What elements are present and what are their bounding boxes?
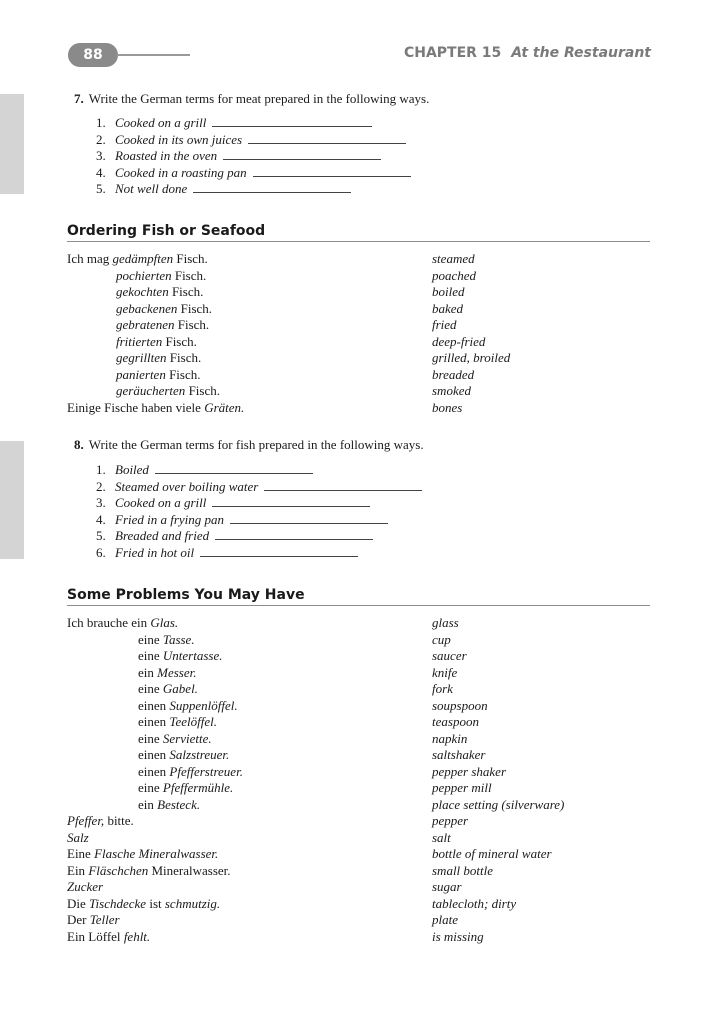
vocab-row	[67, 350, 650, 367]
german-term: einen Teelöffel.	[138, 714, 217, 729]
german-term: einen Salzstreuer.	[138, 747, 230, 762]
german-term: eine Pfeffermühle.	[138, 780, 234, 795]
vocab-row	[67, 317, 650, 334]
chapter-title: At the Restaurant	[511, 45, 651, 61]
english-term: napkin	[432, 730, 468, 746]
vocab-row	[67, 797, 650, 814]
answer-blank[interactable]	[212, 116, 372, 127]
answer-blank[interactable]	[248, 133, 406, 144]
exercise-prompt: Breaded and fried	[115, 528, 210, 543]
answer-blank[interactable]	[253, 166, 411, 177]
english-term: glass	[432, 615, 459, 630]
german-term: eine Serviette.	[138, 730, 212, 746]
answer-blank[interactable]	[264, 480, 422, 491]
english-term: poached	[432, 267, 477, 283]
english-term: cup	[432, 631, 451, 647]
exercise-item: 2. Steamed over boiling water	[96, 479, 422, 496]
side-thumb-tab	[0, 94, 24, 194]
vocab-row	[67, 367, 650, 384]
english-term: bottle of mineral water	[432, 846, 552, 861]
side-thumb-tab	[0, 441, 24, 559]
exercise-8-list	[96, 462, 422, 561]
exercise-prompt: Roasted in the oven	[115, 148, 218, 163]
exercise-item: 5. Breaded and fried	[96, 528, 422, 545]
exercise-item: 1. Cooked on a grill	[96, 115, 411, 132]
answer-blank[interactable]	[215, 529, 373, 540]
german-term: Ein Löffel fehlt.	[67, 928, 151, 944]
english-term: smoked	[432, 383, 471, 398]
english-term: breaded	[432, 366, 475, 382]
vocab-row	[67, 698, 650, 715]
vocab-row	[67, 714, 650, 731]
english-term: fork	[432, 681, 453, 696]
german-term: eine Gabel.	[138, 681, 198, 696]
vocab-row	[67, 632, 650, 649]
vocab-row	[67, 813, 650, 830]
exercise-item: 5. Not well done	[96, 181, 411, 198]
english-term: place setting (silverware)	[432, 796, 565, 812]
vocab-row	[67, 665, 650, 682]
exercise-prompt: Cooked in a roasting pan	[115, 164, 247, 180]
german-term: Ein Fläschchen Mineralwasser.	[67, 862, 231, 878]
english-term: pepper	[432, 813, 469, 828]
english-term: soupspoon	[432, 697, 488, 713]
german-term: Eine Flasche Mineralwasser.	[67, 846, 219, 861]
exercise-prompt: Cooked on a grill	[115, 495, 207, 510]
german-term: Ich mag gedämpften Fisch.	[67, 251, 208, 266]
english-term: saltshaker	[432, 747, 486, 762]
exercise-item: 2. Cooked in its own juices	[96, 132, 411, 149]
english-term: small bottle	[432, 862, 494, 878]
german-term: gegrillten Fisch.	[116, 350, 202, 365]
exercise-item: 4. Cooked in a roasting pan	[96, 165, 411, 182]
chapter-heading	[404, 45, 651, 61]
exercise-prompt: Fried in hot oil	[115, 544, 195, 560]
exercise-prompt: Steamed over boiling water	[115, 478, 259, 494]
german-term: Die Tischdecke ist schmutzig.	[67, 895, 221, 911]
german-term: panierten Fisch.	[116, 366, 201, 382]
german-term: Salz	[67, 829, 89, 845]
exercise-text: Write the German terms for fish prepared in the following ways.	[88, 437, 424, 452]
exercise-prompt: Not well done	[115, 181, 188, 196]
english-term: steamed	[432, 251, 475, 266]
english-term: bones	[432, 399, 463, 415]
vocab-row	[67, 268, 650, 285]
exercise-7-list	[96, 115, 411, 198]
english-term: saucer	[432, 648, 467, 663]
vocab-row	[67, 912, 650, 929]
page-number-badge: 88	[68, 43, 118, 67]
chapter-label: CHAPTER 15	[403, 45, 502, 61]
answer-blank[interactable]	[200, 546, 358, 557]
german-term: einen Pfefferstreuer.	[138, 763, 243, 779]
german-term: fritierten Fisch.	[116, 333, 197, 349]
vocab-row	[67, 731, 650, 748]
vocab-row	[67, 896, 650, 913]
answer-blank[interactable]	[155, 463, 313, 474]
english-term: salt	[432, 829, 451, 845]
vocab-row	[67, 764, 650, 781]
vocab-row	[67, 334, 650, 351]
german-term: Zucker	[67, 879, 104, 894]
vocab-row	[67, 846, 650, 863]
english-term: deep-fried	[432, 333, 486, 349]
exercise-text: Write the German terms for meat prepared in the following ways.	[88, 91, 430, 106]
exercise-7-instruction	[74, 91, 429, 107]
vocab-row	[67, 648, 650, 665]
english-term: knife	[432, 664, 458, 680]
german-term: pochierten Fisch.	[116, 267, 207, 283]
english-term: pepper shaker	[432, 763, 507, 779]
section-heading-problems: Some Problems You May Have	[67, 587, 650, 606]
exercise-item: 3. Cooked on a grill	[96, 495, 422, 512]
german-term: eine Tasse.	[138, 631, 195, 647]
vocab-row	[67, 383, 650, 400]
english-term: grilled, broiled	[432, 350, 511, 365]
german-term: Ich brauche ein Glas.	[67, 615, 179, 630]
english-term: tablecloth; dirty	[432, 895, 517, 911]
vocab-row	[67, 830, 650, 847]
exercise-prompt: Cooked in its own juices	[115, 131, 243, 147]
section-heading-fish: Ordering Fish or Seafood	[67, 223, 650, 242]
exercise-item: 1. Boiled	[96, 462, 422, 479]
exercise-item: 4. Fried in a frying pan	[96, 512, 422, 529]
english-term: plate	[432, 912, 458, 927]
exercise-prompt: Fried in a frying pan	[115, 511, 225, 527]
exercise-item: 6. Fried in hot oil	[96, 545, 422, 562]
exercise-8-instruction	[74, 437, 424, 453]
vocab-row	[67, 251, 650, 268]
vocab-row	[67, 615, 650, 632]
vocab-row	[67, 301, 650, 318]
exercise-number: 8.	[74, 437, 84, 452]
vocab-row	[67, 681, 650, 698]
german-term: einen Suppenlöffel.	[138, 697, 238, 713]
vocab-table-fish	[67, 251, 650, 416]
vocab-row	[67, 284, 650, 301]
english-term: pepper mill	[432, 780, 492, 795]
german-term: Einige Fische haben viele Gräten.	[67, 399, 245, 415]
german-term: Pfeffer, bitte.	[67, 813, 134, 828]
exercise-prompt: Cooked on a grill	[115, 115, 207, 130]
german-term: gebratenen Fisch.	[116, 317, 210, 332]
vocab-row	[67, 400, 650, 417]
german-term: ein Besteck.	[138, 796, 201, 812]
vocab-row	[67, 863, 650, 880]
answer-blank[interactable]	[193, 182, 351, 193]
exercise-number: 7.	[74, 91, 84, 106]
vocab-row	[67, 780, 650, 797]
english-term: baked	[432, 300, 464, 316]
vocab-table-problems	[67, 615, 650, 945]
answer-blank[interactable]	[230, 513, 388, 524]
exercise-item: 3. Roasted in the oven	[96, 148, 411, 165]
english-term: sugar	[432, 879, 462, 894]
english-term: teaspoon	[432, 714, 479, 729]
german-term: Der Teller	[67, 912, 120, 927]
exercise-prompt: Boiled	[115, 462, 149, 477]
vocab-row	[67, 879, 650, 896]
german-term: geräucherten Fisch.	[116, 383, 220, 398]
german-term: eine Untertasse.	[138, 648, 223, 663]
answer-blank[interactable]	[223, 149, 381, 160]
header-rule	[117, 54, 190, 56]
german-term: gekochten Fisch.	[116, 284, 204, 299]
english-term: boiled	[432, 284, 465, 299]
english-term: is missing	[432, 928, 484, 944]
english-term: fried	[432, 317, 457, 332]
vocab-row	[67, 747, 650, 764]
answer-blank[interactable]	[212, 496, 370, 507]
vocab-row	[67, 929, 650, 946]
german-term: gebackenen Fisch.	[116, 300, 213, 316]
german-term: ein Messer.	[138, 664, 197, 680]
